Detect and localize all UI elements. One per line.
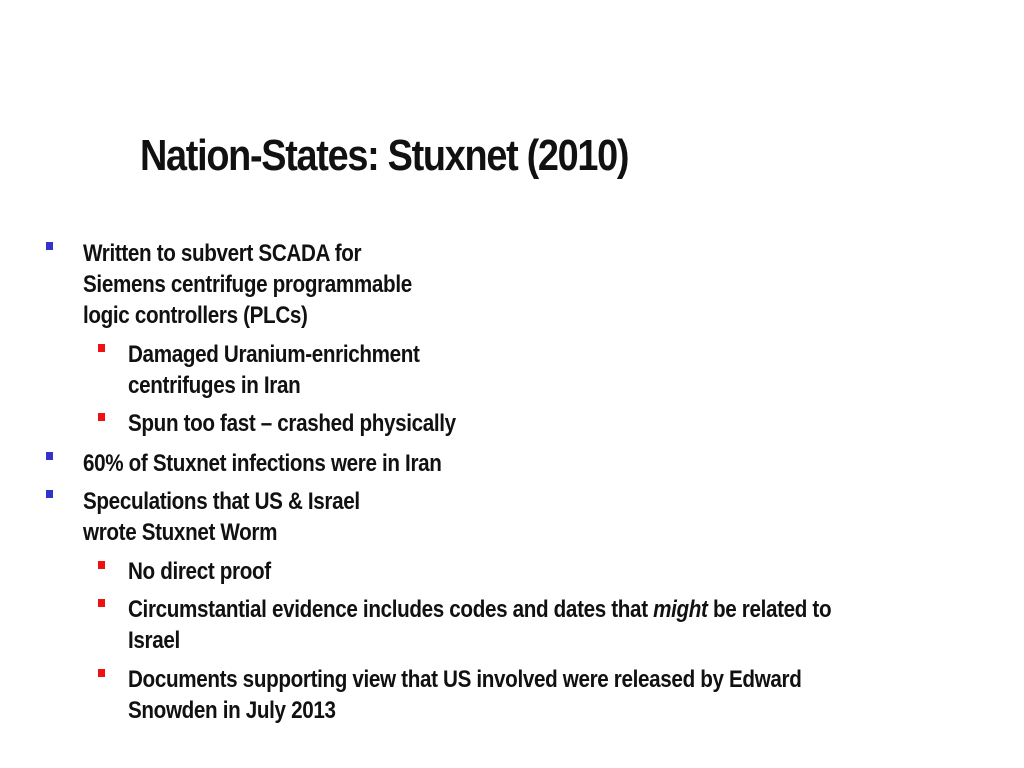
bullet-marker-red (98, 413, 105, 421)
bullet-marker-blue (46, 452, 53, 460)
bullet-line (128, 594, 831, 625)
bullet-marker-blue (46, 490, 53, 498)
bullet-text-segment: be related to (707, 596, 832, 623)
sub-bullet-item (128, 408, 509, 439)
sub-bullet-item (128, 339, 467, 401)
emphasis-text: might (653, 596, 708, 623)
bullet-marker-red (98, 599, 105, 607)
bullet-marker-red (98, 669, 105, 677)
bullet-line: centrifuges in Iran (128, 372, 301, 399)
bullet-item (83, 238, 465, 331)
sub-bullet-item (128, 594, 946, 656)
bullet-line: Snowden in July 2013 (128, 697, 336, 724)
bullet-line: Israel (128, 627, 180, 654)
bullet-line: No direct proof (128, 558, 271, 585)
bullet-line: Written to subvert SCADA for (83, 240, 362, 267)
bullet-line: Speculations that US & Israel (83, 488, 360, 515)
bullet-line: Documents supporting view that US involved were released by Edward (128, 666, 802, 693)
sub-bullet-item (128, 556, 294, 587)
bullet-text-segment: Circumstantial evidence includes codes and dates that (128, 596, 654, 623)
bullet-line: Damaged Uranium-enrichment (128, 341, 420, 368)
bullet-line: 60% of Stuxnet infections were in Iran (83, 450, 442, 477)
bullet-marker-red (98, 561, 105, 569)
bullet-line: wrote Stuxnet Worm (83, 519, 278, 546)
bullet-marker-red (98, 344, 105, 352)
bullet-item (83, 486, 405, 548)
bullet-line: Spun too fast – crashed physically (128, 410, 456, 437)
bullet-item (83, 448, 500, 479)
bullet-marker-blue (46, 242, 53, 250)
bullet-line: logic controllers (PLCs) (83, 302, 308, 329)
bullet-line: Siemens centrifuge programmable (83, 271, 412, 298)
slide-title: Nation-States: Stuxnet (2010) (140, 131, 629, 180)
sub-bullet-item (128, 664, 911, 726)
